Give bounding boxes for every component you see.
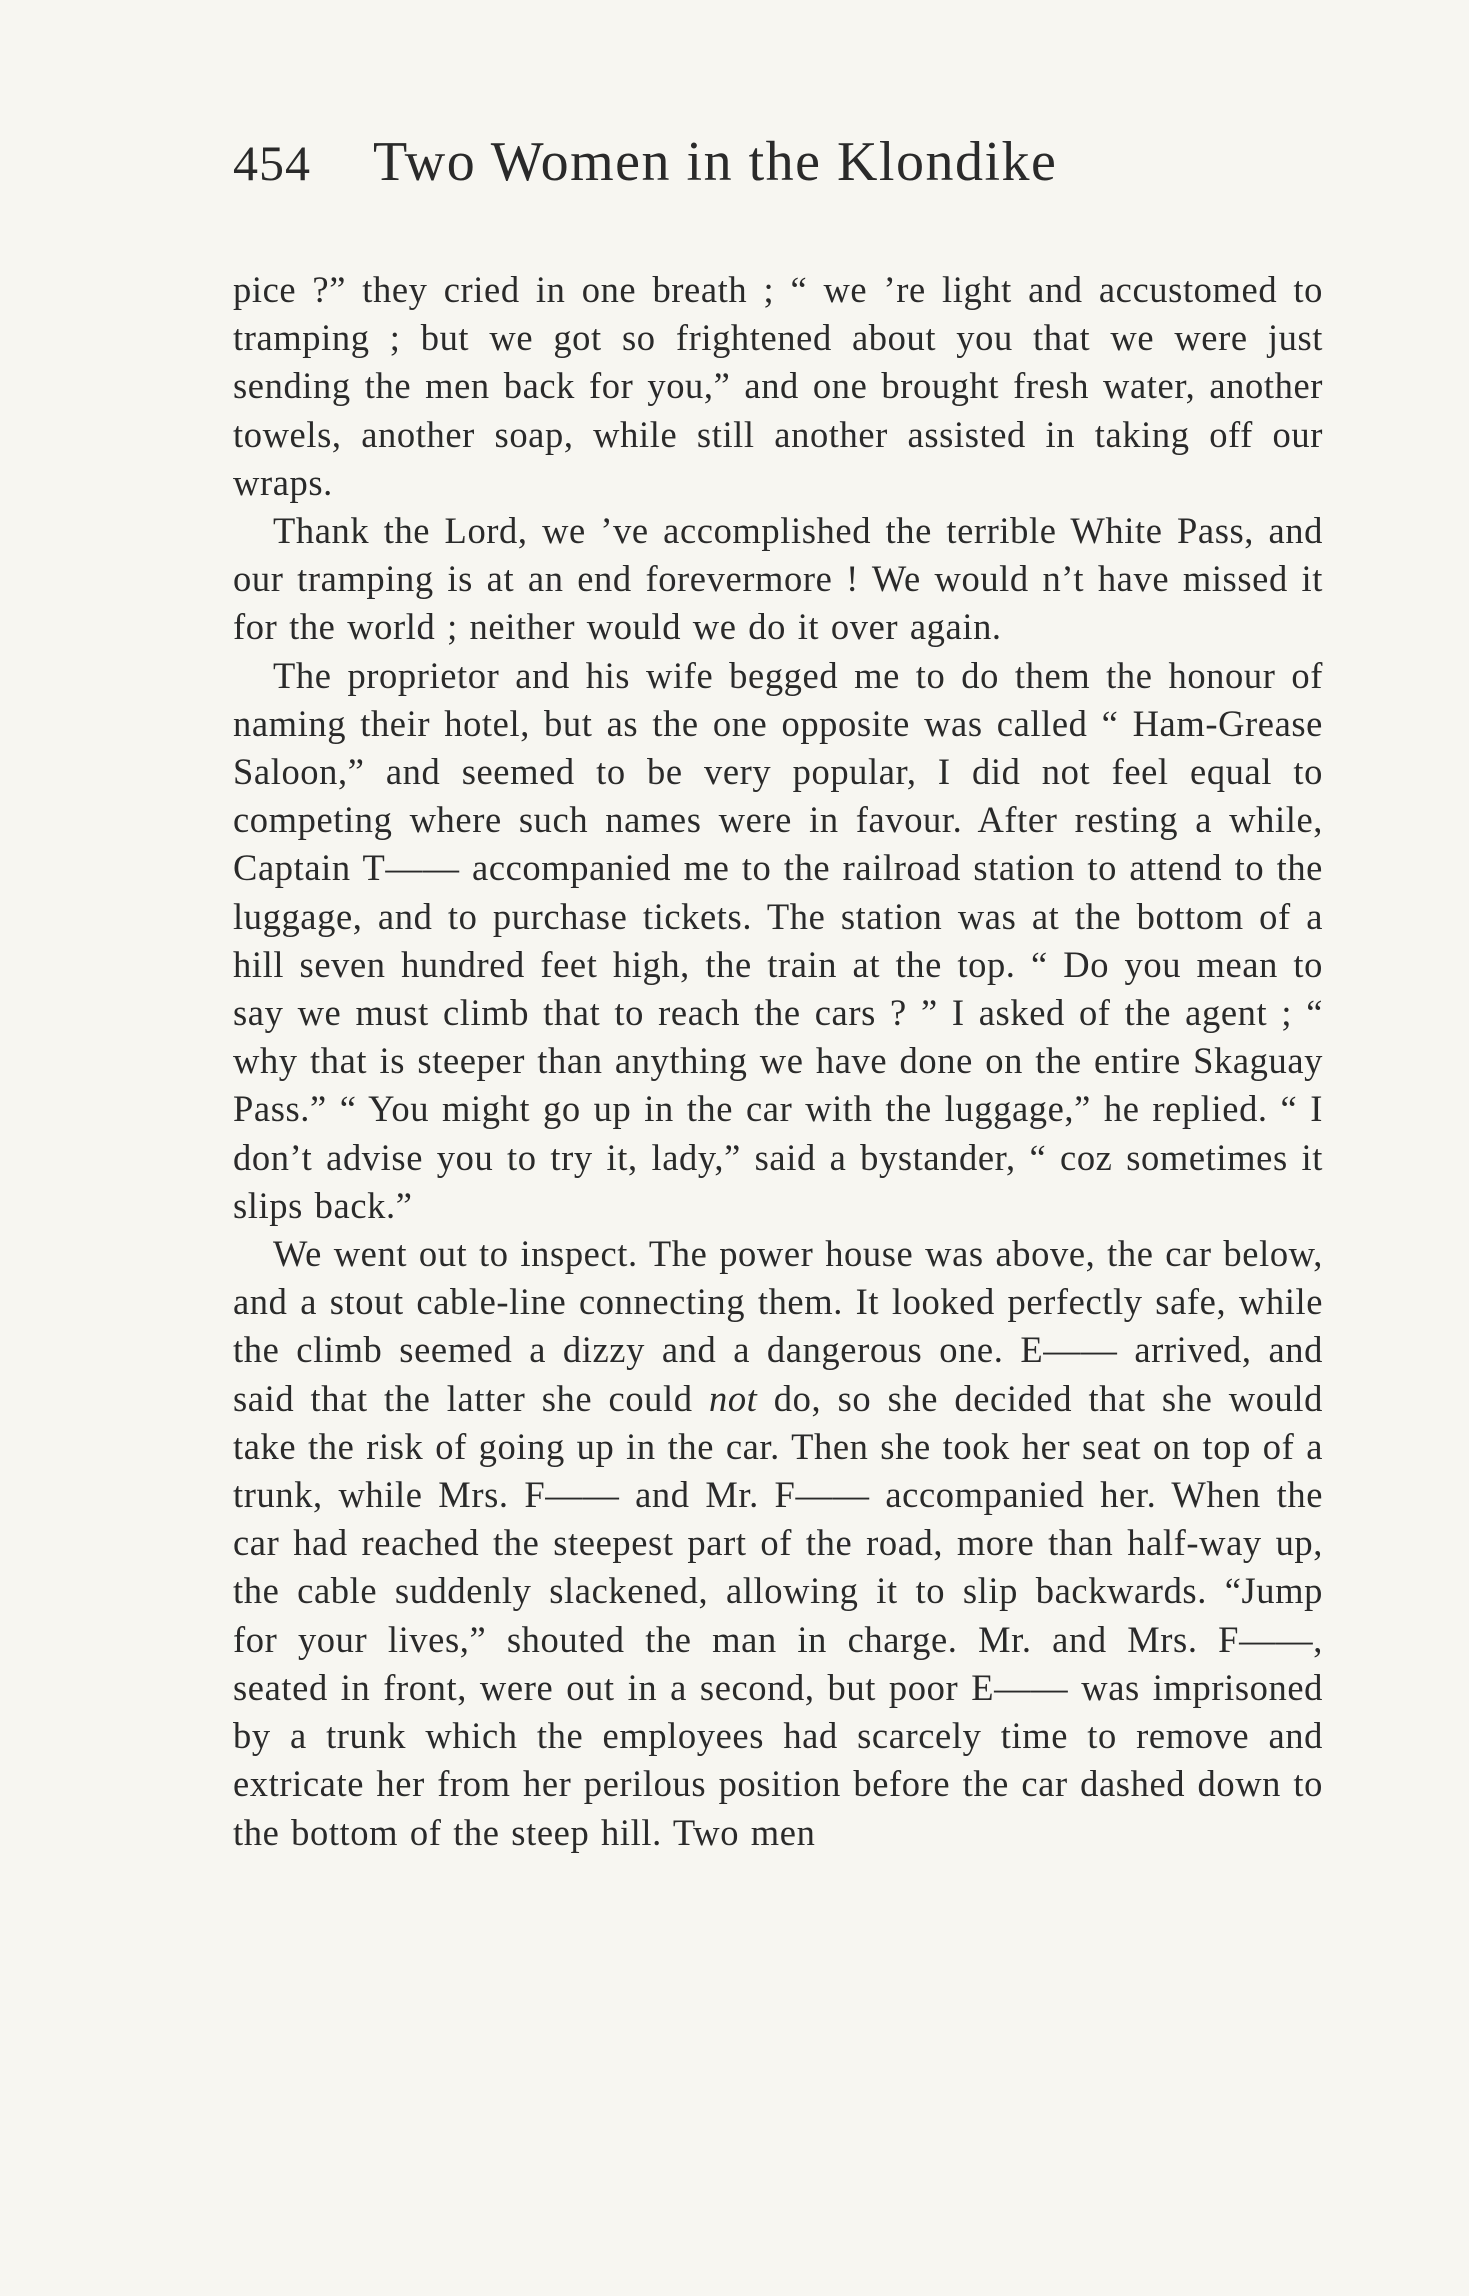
paragraph-white-pass: Thank the Lord, we ’ve accomplished the terrible White Pass, and our tramping is at an end forevermore ! We would n’t have missed it for the world ; neither would we do it over again.	[233, 510, 1323, 648]
paragraph-text: We went out to inspect. The power house was above, the car below, and a stout cable-line connecting them. It looked perfectly safe, while the climb seemed a dizzy and a dangerous one. E—— arrived, and said that the latter she could	[233, 1233, 1323, 1419]
running-head	[233, 130, 1323, 210]
page-number: 454	[233, 135, 311, 191]
body-text	[233, 266, 1323, 1857]
emphasized-word: not	[708, 1377, 758, 1419]
paragraph-hotel-naming: The proprietor and his wife begged me to do them the honour of naming their hotel, but as the one opposite was called “ Ham-Grease Saloon,” and seemed to be very popular, I did not feel equal to competing where such names were in favour. After resting a while, Captain T—— accompanied me to the railroad station to attend to the luggage, and to purchase tickets. The station was at the bottom of a hill seven hundred feet high, the train at the top. “ Do you mean to say we must climb that to reach the cars ? ” I asked of the agent ; “ why that is steeper than anything we have done on the entire Skaguay Pass.” “ You might go up in the car with the luggage,” he replied. “ I don’t advise you to try it, lady,” said a bystander, “ coz sometimes it slips back.”	[233, 654, 1323, 1226]
paragraph-continuation: pice ?” they cried in one breath ; “ we ’re light and accustomed to tramping ; but we got so frightened about you that we were just sending the men back for you,” and one brought fresh water, another towels, another soap, while still another assisted in taking off our wraps.	[233, 269, 1323, 503]
paragraph-cable-car	[233, 1230, 1323, 1857]
book-title: Two Women in the Klondike	[373, 131, 1058, 193]
paragraph-text: do, so she decided that she would take the risk of going up in the car. Then she took her seat on top of a trunk, while Mrs. F—— and Mr. F—— accompanied her. When the car had reached the steepest part of the road, more than half-way up, the cable suddenly slackened, allowing it to slip backwards. “Jump for your lives,” shouted the man in charge. Mr. and Mrs. F——, seated in front, were out in a second, but poor E—— was imprisoned by a trunk which the employees had scarcely time to remove and extricate her from her perilous position before the car dashed down to the bottom of the steep hill. Two men	[233, 1377, 1323, 1853]
book-page	[233, 130, 1323, 1857]
